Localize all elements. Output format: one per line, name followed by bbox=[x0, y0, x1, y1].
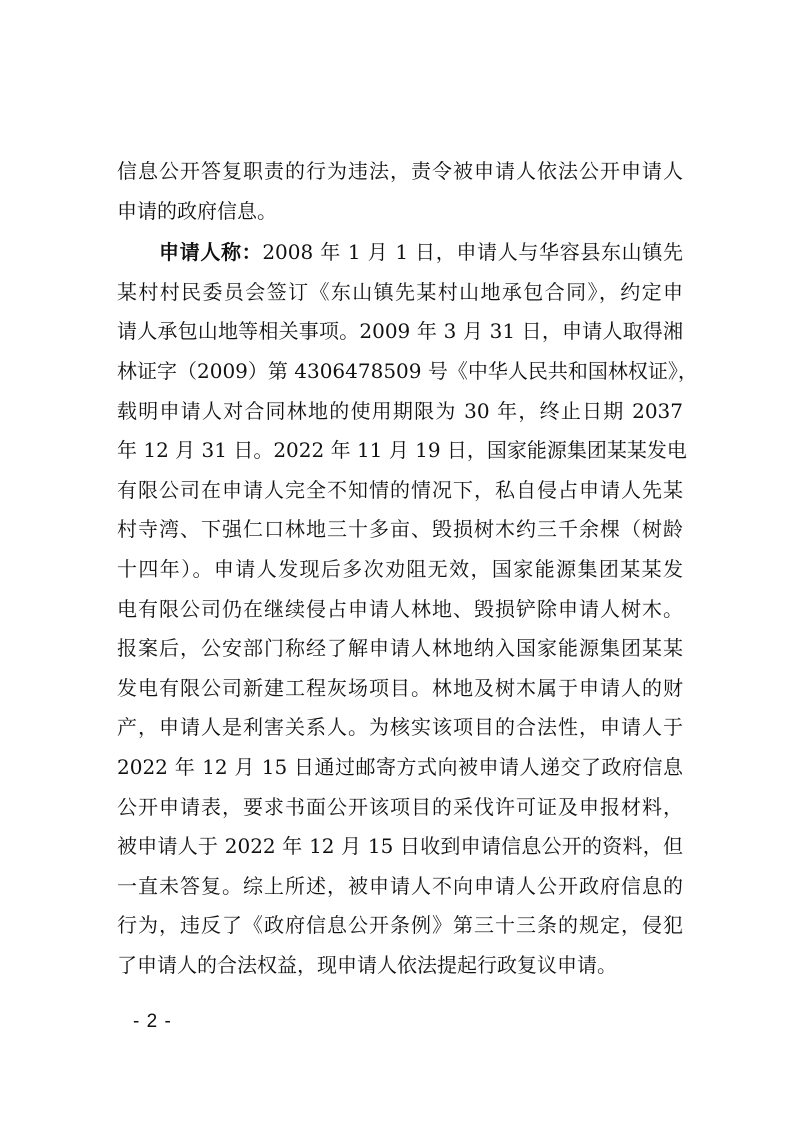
text-line: 有限公司在申请人完全不知情的情况下，私自侵占申请人先某 bbox=[117, 477, 683, 502]
paragraph-1 bbox=[117, 152, 683, 231]
paragraph-2 bbox=[117, 233, 698, 985]
text-line: 村寺湾、下强仁口林地三十多亩、毁损树木约三千余棵（树龄 bbox=[117, 517, 683, 542]
text-line: 被申请人于 2022 年 12 月 15 日收到申请信息公开的资料，但 bbox=[117, 834, 683, 859]
text-line: 2022 年 12 月 15 日通过邮寄方式向被申请人递交了政府信息 bbox=[117, 754, 683, 779]
text-line: 公开申请表，要求书面公开该项目的采伐许可证及申报材料， bbox=[117, 794, 683, 819]
text-line: 申请的政府信息。 bbox=[117, 198, 277, 223]
text-line-rest: 2008 年 1 月 1 日，申请人与华容县东山镇先 bbox=[262, 240, 684, 265]
text-line: 行为，违反了《政府信息公开条例》第三十三条的规定，侵犯 bbox=[117, 913, 683, 938]
document-body bbox=[117, 152, 698, 985]
text-line: 了申请人的合法权益，现申请人依法提起行政复议申请。 bbox=[117, 952, 617, 977]
text-line: 林证字（2009）第 4306478509 号《中华人民共和国林权证》， bbox=[117, 358, 698, 383]
text-line: 产，申请人是利害关系人。为核实该项目的合法性，申请人于 bbox=[117, 715, 683, 740]
text-line: 某村村民委员会签订《东山镇先某村山地承包合同》，约定申 bbox=[117, 279, 683, 304]
text-line: 报案后，公安部门称经了解申请人林地纳入国家能源集团某某 bbox=[117, 636, 683, 661]
text-line: 信息公开答复职责的行为违法，责令被申请人依法公开申请人 bbox=[117, 159, 683, 183]
text-line: 年 12 月 31 日。2022 年 11 月 19 日，国家能源集团某某发电 bbox=[117, 438, 687, 463]
text-line: 电有限公司仍在继续侵占申请人林地、毁损铲除申请人树木。 bbox=[117, 596, 683, 621]
text-line: 一直未答复。综上所述，被申请人不向申请人公开政府信息的 bbox=[117, 873, 683, 898]
text-line: 发电有限公司新建工程灰场项目。林地及树木属于申请人的财 bbox=[117, 675, 683, 700]
text-line: 请人承包山地等相关事项。2009 年 3 月 31 日，申请人取得湘 bbox=[117, 319, 683, 344]
text-line-first bbox=[117, 233, 683, 273]
page-number: - 2 - bbox=[133, 1011, 172, 1032]
text-line: 载明申请人对合同林地的使用期限为 30 年，终止日期 2037 bbox=[117, 398, 683, 423]
paragraph-lead-label: 申请人称： bbox=[159, 240, 263, 265]
text-line: 十四年）。申请人发现后多次劝阻无效，国家能源集团某某发 bbox=[117, 556, 683, 581]
